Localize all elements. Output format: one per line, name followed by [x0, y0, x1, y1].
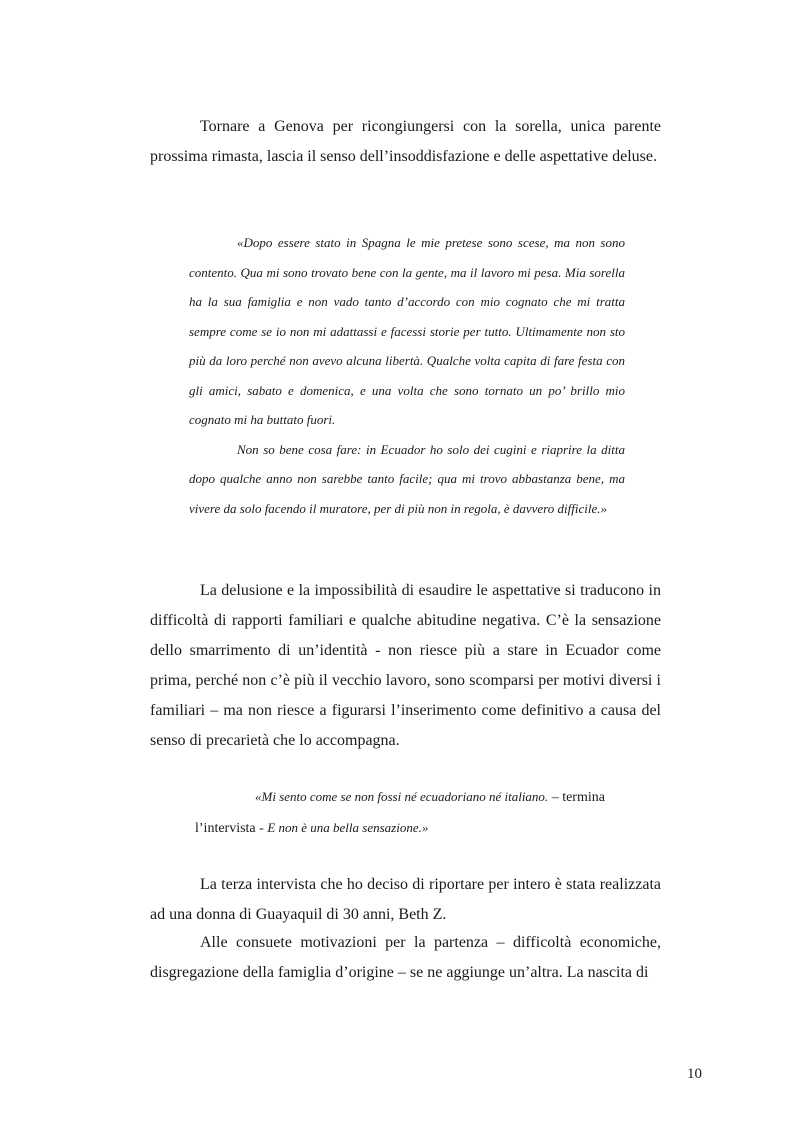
quote-2-line-2	[195, 813, 655, 844]
interview-quote-1	[189, 228, 625, 523]
quote-2-attribution-2: l’intervista -	[195, 821, 268, 836]
page-number: 10	[687, 1066, 702, 1082]
body-paragraph-4: Alle consuete motivazioni per la partenza – difficoltà economiche, disgregazione della famiglia d’origine – se ne aggiunge un’altra. La nascita di	[150, 934, 661, 981]
quote-1-part-2: Non so bene cosa fare: in Ecuador ho solo dei cugini e riaprire la ditta dopo qualche anno non sarebbe tanto facile; qua mi trovo abbastanza bene, ma vivere da solo facendo il muratore, per di più non in regola, è davvero difficile.»	[189, 441, 625, 516]
quote-2-line-1	[195, 782, 655, 813]
body-paragraph-1: Tornare a Genova per ricongiungersi con la sorella, unica parente prossima rimasta, lascia il senso dell’insoddisfazione e delle aspettative deluse.	[150, 118, 661, 165]
quote-1-part-1: «Dopo essere stato in Spagna le mie pretese sono scese, ma non sono contento. Qua mi sono trovato bene con la gente, ma il lavoro mi pesa. Mia sorella ha la sua famiglia e non vado tanto d’accordo con mio cognato che mi tratta sempre come se io non mi adattassi e facessi storie per tutto. Ultimamente non sto più da loro perché non avevo alcuna libertà. Qualche volta capita di fare festa con gli amici, sabato e domenica, e una volta che sono tornato un po’ brillo mio cognato mi ha buttato fuori.	[189, 235, 625, 427]
quote-2-attribution-1: – termina	[548, 790, 605, 805]
interview-quote-2	[195, 782, 655, 844]
quote-2-italic-start: «Mi sento come se non fossi né ecuadoriano né italiano.	[255, 789, 549, 804]
quote-2-italic-end: E non è una bella sensazione.»	[267, 820, 429, 835]
body-paragraph-3: La terza intervista che ho deciso di riportare per intero è stata realizzata ad una donna di Guayaquil di 30 anni, Beth Z.	[150, 876, 661, 923]
body-paragraph-2: La delusione e la impossibilità di esaudire le aspettative si traducono in difficoltà di rapporti familiari e qualche abitudine negativa. C’è la sensazione dello smarrimento di un’identità - non riesce più a stare in Ecuador come prima, perché non c’è più il vecchio lavoro, sono scomparsi per motivi diversi i familiari – ma non riesce a figurarsi l’inserimento come definitivo a causa del senso di precarietà che lo accompagna.	[150, 582, 661, 749]
